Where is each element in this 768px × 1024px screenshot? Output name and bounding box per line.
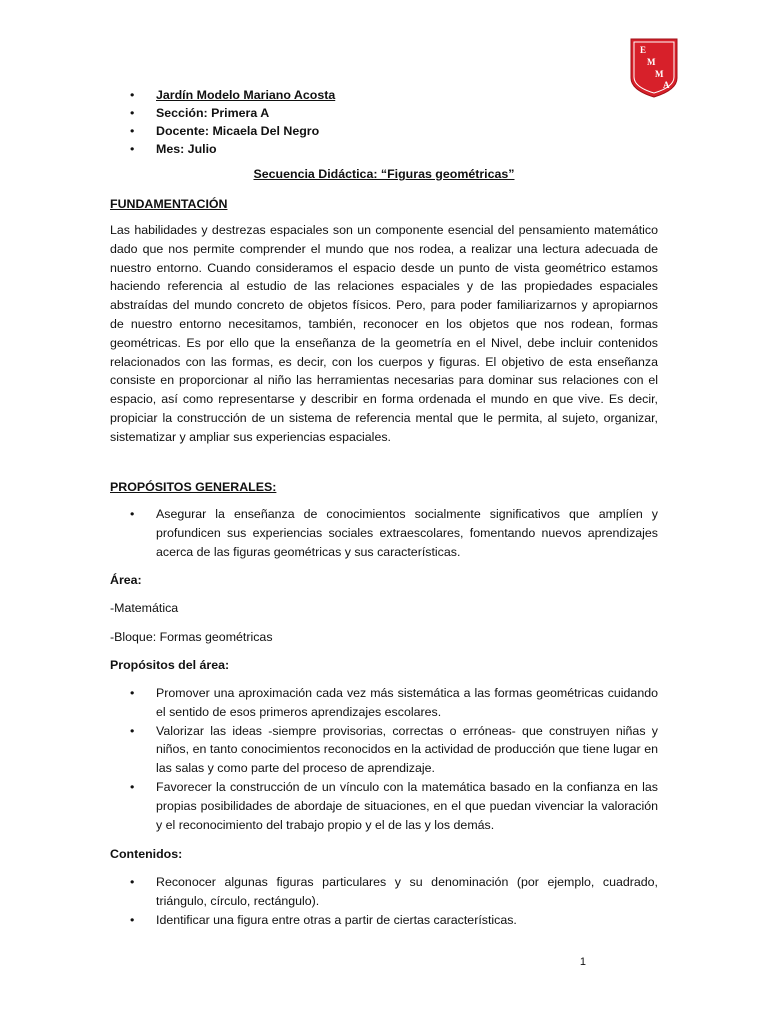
fundamentacion-heading: FUNDAMENTACIÓN [110, 197, 228, 211]
logo-letter: E [640, 45, 647, 55]
bullet-icon: • [130, 142, 135, 156]
area-heading: Área: [110, 573, 142, 587]
contenidos-heading: Contenidos: [110, 847, 183, 861]
list-item: • Asegurar la enseñanza de conocimientos socialmente significativos que amplíen y profundicen sus experiencias sociales extraescolares, fomentando nuevos aprendizajes acerca de las figuras geométricas y sus características. [130, 507, 658, 559]
bullet-icon: • [130, 912, 135, 927]
header-item-month: • Mes: Julio [130, 142, 217, 156]
bullet-icon: • [130, 507, 135, 521]
bullet-icon: • [130, 875, 135, 889]
bullet-icon: • [130, 124, 135, 138]
bullet-icon: • [130, 779, 135, 794]
bullet-icon: • [130, 106, 135, 120]
logo-letter: M [655, 69, 664, 79]
fundamentacion-paragraph: Las habilidades y destrezas espaciales son un componente esencial del pensamiento matemático dado que nos permite comprender el mundo que nos rodea, a realizar una lectura adecuada de nuestro entorno. Cuando consideramos el espacio desde un punto de vista geométrico estamos haciendo referencia al estudio de las relaciones espaciales y de las propiedades espaciales abstraídas del mundo concreto de objetos físicos. Pero, para poder familiarizarnos y apropiarnos de nuestro entorno necesitamos, también, reconocer en los objetos que nos rodean, formas geométricas. Es por ello que la enseñanza de la geometría en el Nivel, debe incluir contenidos relacionados con las formas, es decir, con los cuerpos y figuras. El objetivo de esta enseñanza consiste en proporcionar al niño las herramientas necesarias para dominar sus relaciones con el espacio, así como representarse y describir en forma ordenada el mundo en que vive. Es decir, propiciar la construcción de un sistema de referencia mental que le permita, al sujeto, organizar, sistematizar y ampliar sus experiencias espaciales. [110, 223, 658, 444]
list-item: • Favorecer la construcción de un vínculo con la matemática basado en la confianza en las propias posibilidades de abordaje de situaciones, en el que puedan vivenciar la valoración y el reconocimiento del trabajo propio y el de las y los demás. [130, 779, 658, 832]
document-title: Secuencia Didáctica: “Figuras geométricas” [253, 167, 515, 181]
propositos-generales-heading: PROPÓSITOS GENERALES: [110, 480, 277, 494]
area-line-bloque: -Bloque: Formas geométricas [110, 630, 273, 644]
contenidos-list [110, 873, 658, 929]
header-item-teacher: • Docente: Micaela Del Negro [130, 124, 320, 138]
header-info-list [110, 86, 335, 158]
page-number: 1 [579, 956, 586, 968]
list-item: • Valorizar las ideas -siempre provisorias, correctas o erróneas- que construyen niñas y niños, en tanto conocimientos reconocidos en la actividad de producción que tiene lugar en las salas y como parte del proceso de aprendizaje. [130, 723, 658, 776]
school-crest-logo [630, 38, 678, 98]
logo-letter: A [663, 80, 670, 90]
header-item-school: • Jardín Modelo Mariano Acosta [130, 88, 336, 102]
propositos-generales-list [110, 505, 658, 561]
area-line-matematica: -Matemática [110, 601, 179, 615]
bullet-icon: • [130, 88, 135, 102]
header-item-section: • Sección: Primera A [130, 106, 270, 120]
propositos-area-list [110, 684, 658, 834]
list-item: • Reconocer algunas figuras particulares y su denominación (por ejemplo, cuadrado, triángulo, círculo, rectángulo). [130, 875, 658, 908]
propositos-area-heading: Propósitos del área: [110, 658, 230, 672]
logo-letter: M [647, 57, 656, 67]
list-item: • Promover una aproximación cada vez más sistemática a las formas geométricas cuidando el sentido de esos primeros aprendizajes escolares. [130, 686, 658, 719]
bullet-icon: • [130, 686, 135, 700]
bullet-icon: • [130, 723, 135, 738]
list-item: • Identificar una figura entre otras a partir de ciertas características. [110, 911, 658, 930]
